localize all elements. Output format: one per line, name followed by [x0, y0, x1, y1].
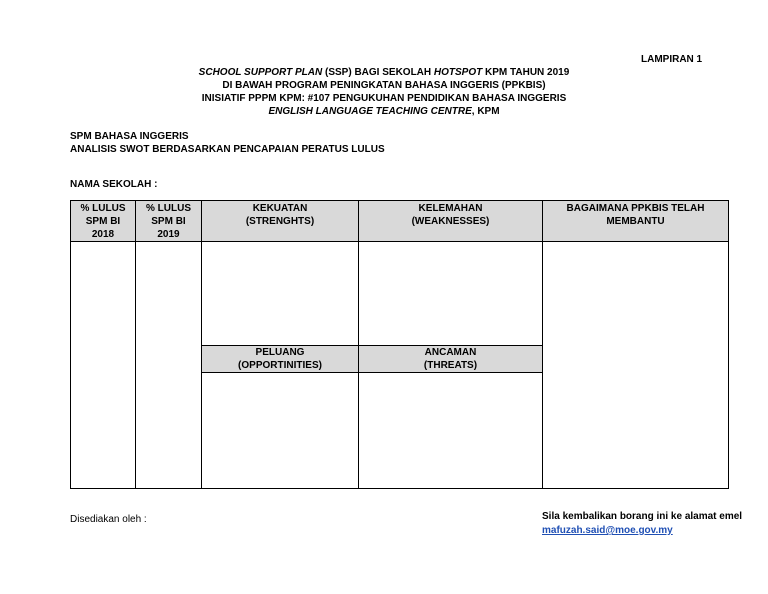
annex-label: LAMPIRAN 1 — [641, 54, 703, 65]
grid-line — [201, 345, 543, 346]
header-opportunities: PELUANG (OPPORTINITIES) — [202, 346, 358, 372]
subject-title: SPM BAHASA INGGERIS — [70, 131, 189, 142]
prepared-by-label: Disediakan oleh : — [70, 514, 147, 525]
header-pass-2019: % LULUS SPM BI 2019 — [136, 201, 201, 241]
school-name-label: NAMA SEKOLAH : — [70, 179, 158, 190]
header-weaknesses: KELEMAHAN (WEAKNESSES) — [359, 201, 542, 241]
header-line-3: INISIATIF PPPM KPM: #107 PENGUKUHAN PENDIDIKAN BAHASA INGGERIS — [201, 93, 567, 104]
header-ppkbis-help: BAGAIMANA PPKBIS TELAH MEMBANTU — [543, 201, 728, 241]
header-hotspot-italic: HOTSPOT — [433, 67, 483, 78]
cell-opportunities — [202, 373, 358, 488]
header-ssp-mid: (SSP) BAGI SEKOLAH — [322, 67, 434, 78]
email-link[interactable]: mafuzah.said@moe.gov.my — [542, 525, 673, 536]
header-ssp-italic: SCHOOL SUPPORT PLAN — [198, 67, 323, 78]
header-line-1 — [150, 66, 618, 79]
swot-table — [70, 200, 729, 489]
header-pass-2018: % LULUS SPM BI 2018 — [71, 201, 135, 241]
header-strengths: KEKUATAN (STRENGHTS) — [202, 201, 358, 241]
header-line-4 — [150, 105, 618, 118]
return-instructions — [542, 510, 742, 538]
cell-pass-2018 — [71, 242, 135, 488]
header-eltc-end: , KPM — [471, 106, 500, 117]
cell-pass-2019 — [136, 242, 201, 488]
cell-strengths — [202, 242, 358, 345]
cell-threats — [359, 373, 542, 488]
header-ssp-end: KPM TAHUN 2019 — [482, 67, 570, 78]
cell-weaknesses — [359, 242, 542, 345]
cell-ppkbis-help — [543, 242, 728, 488]
return-note: Sila kembalikan borang ini ke alamat emel — [542, 511, 743, 522]
header-threats: ANCAMAN (THREATS) — [359, 346, 542, 372]
analysis-title: ANALISIS SWOT BERDASARKAN PENCAPAIAN PERATUS LULUS — [70, 144, 385, 155]
header-line-2: DI BAWAH PROGRAM PENINGKATAN BAHASA INGGERIS (PPKBIS) — [222, 80, 546, 91]
header-eltc-italic: ENGLISH LANGUAGE TEACHING CENTRE — [268, 106, 472, 117]
